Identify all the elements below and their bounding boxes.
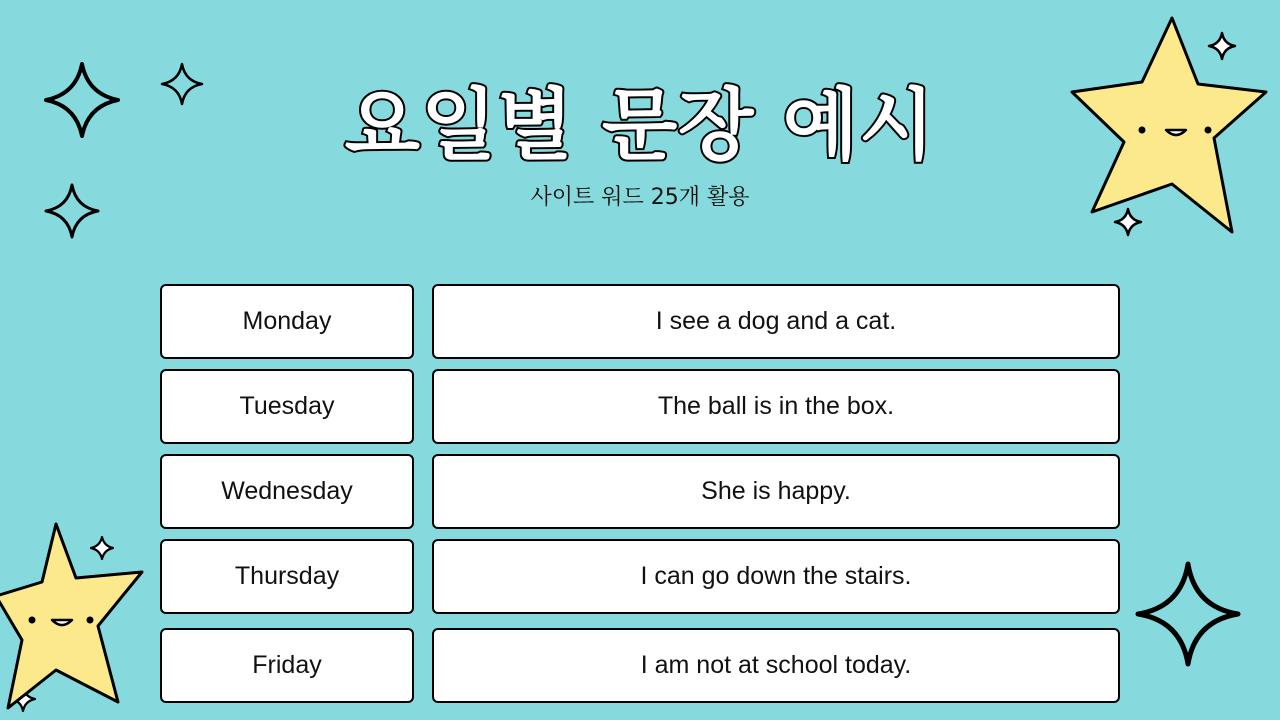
sentence-cell-tuesday: The ball is in the box.	[432, 369, 1120, 444]
sentence-cell-thursday: I can go down the stairs.	[432, 539, 1120, 614]
sentence-cell-friday: I am not at school today.	[432, 628, 1120, 703]
sentence-cell-monday: I see a dog and a cat.	[432, 284, 1120, 359]
day-cell-wednesday: Wednesday	[160, 454, 414, 529]
sparkle-icon	[1136, 562, 1240, 666]
smiling-star-icon	[0, 522, 146, 714]
page-subtitle: 사이트 워드 25개 활용	[530, 185, 750, 210]
day-cell-friday: Friday	[160, 628, 414, 703]
day-cell-monday: Monday	[160, 284, 414, 359]
sentence-cell-wednesday: She is happy.	[432, 454, 1120, 529]
day-cell-tuesday: Tuesday	[160, 369, 414, 444]
day-cell-thursday: Thursday	[160, 539, 414, 614]
page-title: 요일별 문장 예시	[344, 81, 936, 171]
